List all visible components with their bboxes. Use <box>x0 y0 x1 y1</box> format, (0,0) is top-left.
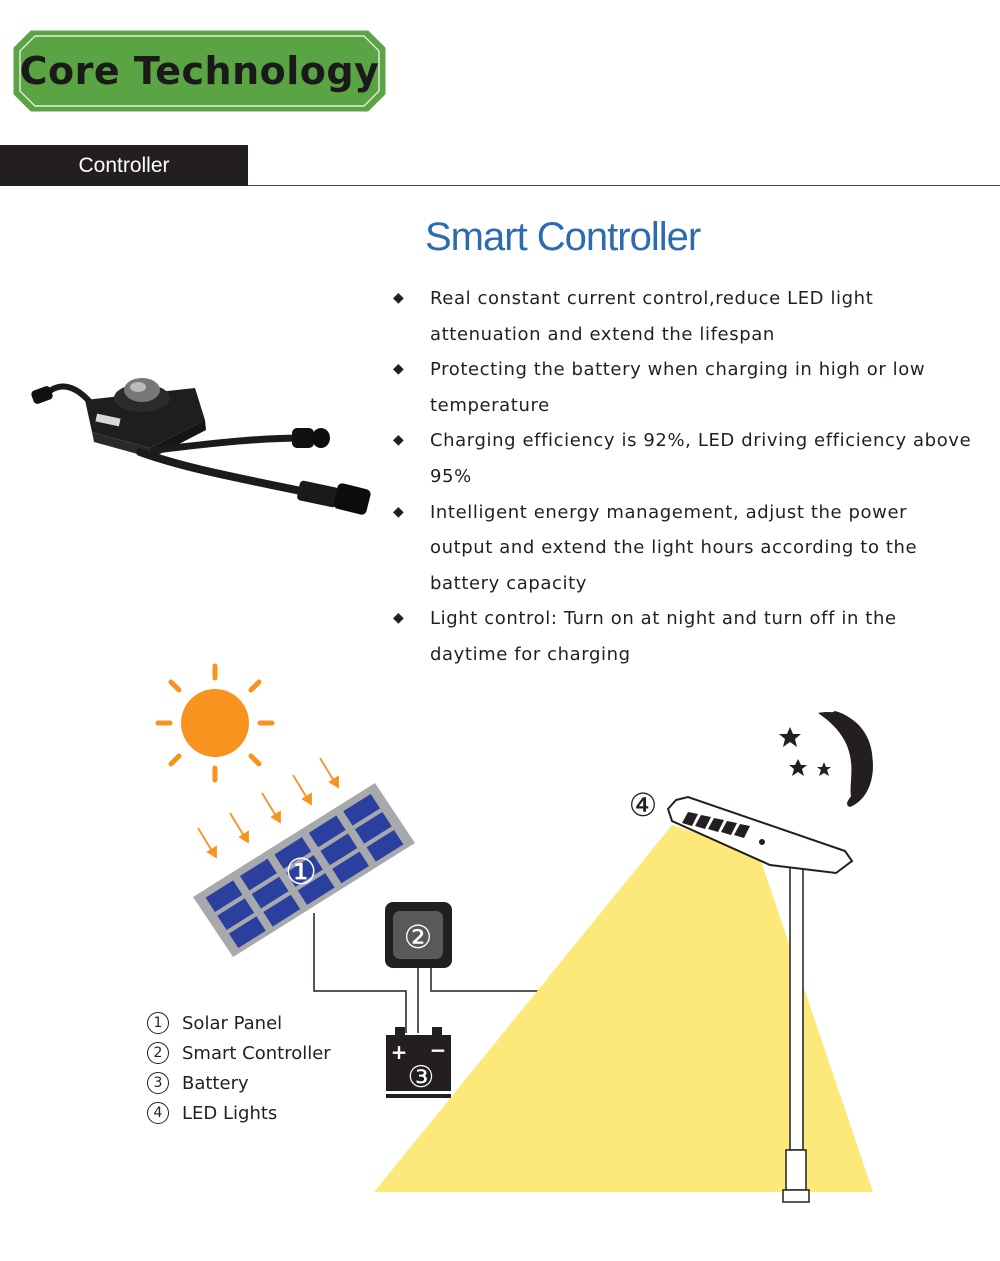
list-item: ◆ Real constant current control,reduce LED light attenuation and extend the lifespan <box>388 281 978 352</box>
list-item: ◆ Protecting the battery when charging in high or low temperature <box>388 352 978 423</box>
light-marker: ④ <box>628 786 658 824</box>
legend-item <box>147 1012 331 1034</box>
moon-icon <box>818 711 873 807</box>
legend-number: 2 <box>147 1042 169 1064</box>
sun-icon <box>158 666 272 780</box>
feature-list <box>388 281 978 673</box>
tab-controller[interactable]: Controller <box>0 145 248 186</box>
list-item: ◆ Intelligent energy management, adjust the power output and extend the light hours according to the battery capacity <box>388 495 978 602</box>
panel-marker: ① <box>284 852 318 893</box>
divider <box>248 185 1000 186</box>
list-item: ◆ Charging efficiency is 92%, LED driving efficiency above 95% <box>388 423 978 494</box>
legend-item <box>147 1102 331 1124</box>
legend-item <box>147 1042 331 1064</box>
controller-marker: ② <box>403 918 433 956</box>
legend-number: 3 <box>147 1072 169 1094</box>
battery-icon <box>386 1027 451 1098</box>
core-technology-banner <box>13 30 386 112</box>
legend-label: Battery <box>182 1072 249 1094</box>
section-title: Smart Controller <box>425 215 701 259</box>
solar-panel-icon <box>193 783 415 957</box>
legend-label: LED Lights <box>182 1102 278 1124</box>
diamond-bullet-icon: ◆ <box>393 361 405 378</box>
diamond-bullet-icon: ◆ <box>393 290 405 306</box>
controller-icon <box>385 902 452 968</box>
banner-title: Core Technology <box>19 49 380 93</box>
list-item: ◆ Light control: Turn on at night and turn off in the daytime for charging <box>388 601 978 672</box>
diamond-bullet-icon: ◆ <box>393 610 405 627</box>
system-diagram <box>0 655 1000 1215</box>
legend-label: Solar Panel <box>182 1012 283 1034</box>
battery-minus: − <box>429 1038 447 1062</box>
diamond-bullet-icon: ◆ <box>393 503 405 520</box>
legend-number: 4 <box>147 1102 169 1124</box>
legend-number: 1 <box>147 1012 169 1034</box>
controller-device-image <box>30 360 380 530</box>
legend-item <box>147 1072 331 1094</box>
battery-plus: + <box>390 1040 408 1064</box>
diamond-bullet-icon: ◆ <box>393 432 405 449</box>
battery-marker: ③ <box>407 1060 435 1095</box>
diagram-legend <box>147 1012 331 1124</box>
stars-icon <box>779 727 831 776</box>
legend-label: Smart Controller <box>182 1042 331 1064</box>
